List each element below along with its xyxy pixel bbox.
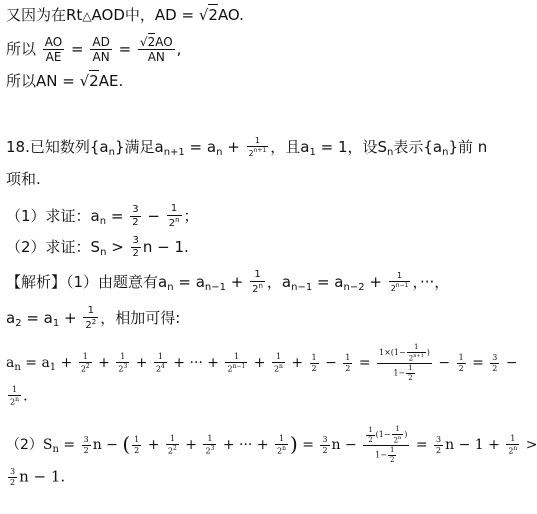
line-3: 所以AN = √2AE. [6, 72, 124, 90]
line-2: 所以 $\frac{AO}{AE}$ = $\frac{AD}{AN}$ = $\frac{√2AO}{AN}$ , [6, 35, 182, 64]
line-a2: $a_2 = a_1$ + $\frac{1}{2^2}$ ，相加可得: [6, 305, 181, 331]
line-5: 项和. [6, 170, 41, 188]
fraction-ao-ae: $\frac{AO}{AE}$ [44, 35, 63, 64]
line-13: $\frac{3}{2}$ n − 1. [10, 467, 66, 487]
solution-start: 【解析】（1）由题意有$a_n = a_{n-1}$ + $\frac{1}{2^n}$ ，$a_{n-1} = a_{n-2}$ + $\frac{1}{2^{n-1}}$ ，···， [6, 269, 450, 295]
problem-18-statement: 18.已知数列$\{a_n\}$满足$a_{n+1} = a_n$ + $\frac{1}{2^{n+1}}$ ，且$a_1 = 1$，设$S_n$表示$\{a_n\}$前 n [6, 136, 488, 158]
fraction-sqrt2ao-an: $\frac{√2AO}{AN}$ [139, 35, 173, 64]
part-2-claim: （2）求证：$S_n$ > $\frac{3}{2}$ n − 1. [6, 235, 189, 259]
line-1: 又因为在Rt△AOD中，AD = √2AO. [6, 6, 244, 24]
line-an-sum: $a_n = a_1$ + $\frac{1}{2^2}$ + $\frac{1}{2^3}$ + $\frac{1}{2^4}$ + ··· + $\frac{1}{2^{n-1}}$ + $\frac{1}{2^n}$ + $\frac{1}{2}$ − $\frac{1}{2}$ = 1×(1− $\frac{1}{2^{n+1}}$ ) 1− $\frac{1}{2}$ − $\frac{1}{2}$ = $\frac{3}{2}$ − [6, 343, 518, 383]
part-2-solution: $(2)S_n$ = $\frac{3}{2}$ n − ( $\frac{1}{2}$ + $\frac{1}{2^2}$ + $\frac{1}{2^3}$ + ··· + $\frac{1}{2^n}$ ) = $\frac{3}{2}$ n − $\frac{1}{2}$ (1− $\frac{1}{2^n}$ ) 1− $\frac{1}{2}$ = $\frac{3}{2}$ n − 1 + $\frac{1}{2^n}$ > [6, 425, 537, 465]
fraction-ad-an: $\frac{AD}{AN}$ [92, 35, 110, 64]
part-1-claim: （1）求证：$a_n$ = $\frac{3}{2}$ − $\frac{1}{2^n}$ ； [6, 203, 199, 229]
line-11: $\frac{1}{2^n}$ . [10, 385, 28, 407]
